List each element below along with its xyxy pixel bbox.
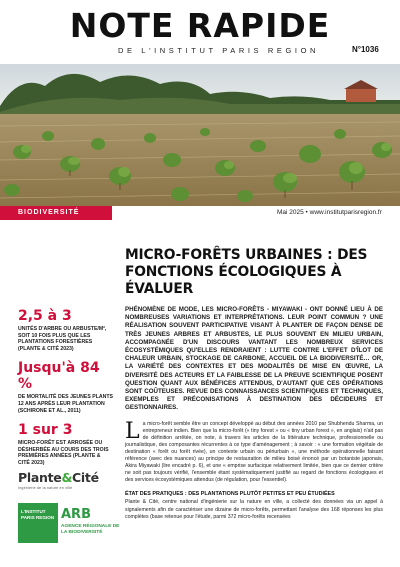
arb-acronym: ARB xyxy=(61,507,91,522)
masthead xyxy=(0,0,400,64)
article-lead: PHÉNOMÈNE DE MODE, LES MICRO-FORÊTS - MIYAWAKI - ONT DONNÉ LIEU À DE NOMBREUSES VARIATIONS ET INTERPRÉTATIONS. LEUR POINT COMMUN ? UNE RÉALISATION SOUVENT PARTICIPATIVE VISANT À PLANTER DE FAÇON DENSE DE TRÈS JEUNES ARBRES ET ARBUSTES, LE PLUS SOUVENT EN MILIEU URBAIN, ACCOMPAGNÉE D'UN DISCOURS VANTANT LES NOMBREUX SERVICES ÉCOSYSTÉMIQUES QU'ELLES RENDRAIENT : LUTTE CONTRE L'EFFET D'ÎLOT DE CHALEUR URBAIN, STOCKAGE DE CARBONE, ACCUEIL DE LA BIODIVERSITÉ… OR, LA VARIÉTÉ DES CONTEXTES ET DES MODALITÉS DE MISE EN ŒUVRE, LA DIVERSITÉ DES ACTEURS ET LA FAIBLESSE DE LA PREUVE SCIENTIFIQUE POSENT QUESTION QUANT AUX BÉNÉFICES ATTENDUS, D'AUTANT QUE CES OPÉRATIONS SONT COÛTEUSES. REVUE DES CONNAISSANCES SCIENTIFIQUES ET TECHNIQUES, EXEMPLES ET PRÉCONISATIONS À DESTINATION DES DÉCIDEURS ET GESTIONNAIRES. xyxy=(125,306,383,412)
date-website: Mai 2025 • www.institutparisregion.fr xyxy=(277,209,382,216)
section-text: Plante & Cité, centre national d'ingénierie sur la nature en ville, a collecté des données via un appel à signalements afin de caractériser une dizaine de micro-forêts, permettant l'analyse des 168 réponses les plus complètes (base retenue pour l'étude, parmi 372 micro-forêts recensées xyxy=(125,499,383,520)
key-figure-text: DE MORTALITÉ DES JEUNES PLANTS 12 ANS APRÈS LEUR PLANTATION (SCHIRONE ET AL., 2011) xyxy=(18,394,114,414)
article-body xyxy=(125,418,383,485)
plante-cite-tagline: Ingénierie de la nature en ville xyxy=(18,486,73,490)
category-label: BIODIVERSITÉ xyxy=(18,209,80,216)
arb-full-name: AGENCE RÉGIONALE DE LA BIODIVERSITÉ xyxy=(61,524,120,535)
plante-cite-amp: & xyxy=(61,470,73,485)
category-badge xyxy=(0,206,112,220)
key-figure-value: Jusqu'à 84 % xyxy=(18,360,100,393)
drop-cap: L xyxy=(125,418,140,444)
publication-title: NOTE RAPIDE xyxy=(69,6,331,45)
article-title: MICRO-FORÊTS URBAINES : DES FONCTIONS ÉCOLOGIQUES À ÉVALUER xyxy=(125,247,368,297)
key-figure xyxy=(18,422,113,466)
key-figures xyxy=(18,308,113,467)
category-band xyxy=(0,206,400,220)
publication-subtitle: DE L'INSTITUT PARIS REGION xyxy=(118,46,320,55)
key-figure-value: 2,5 à 3 xyxy=(18,308,72,324)
key-figure xyxy=(18,308,113,352)
plante-cite-name-b: Cité xyxy=(72,470,99,485)
key-figure-text: MICRO-FORÊT EST ARROSÉE OU DÉSHERBÉE AU COURS DES TROIS PREMIÈRES ANNÉES (PLANTE & CITÉ 2023) xyxy=(18,440,109,466)
key-figure-text: UNITÉS D'ARBRE OU ARBUSTE/M², SOIT 10 FOIS PLUS QUE LES PLANTATIONS FORESTIÈRES (PLANTE & CITÉ 2023) xyxy=(18,326,107,352)
section-heading: ÉTAT DES PRATIQUES : DES PLANTATIONS PLUTÔT PETITES ET PEU ÉTUDIÉES xyxy=(125,491,335,498)
cover-photo-illustration xyxy=(0,64,400,206)
article-body-text: a micro-forêt semble être un concept développé au début des années 2010 par Shubhendu Sharma, un entrepreneur indien. Bien que la micro-forêt (« tiny forest » ou « tiny urban forest », en anglais) n'ait pas de définition arrêtée, on note, à travers les articles de la littérature technique, professionnelle ou journalistique, des composantes récurrentes à ce type d'aménagement ; à savoir : « une formation végétale de destination « forêt ou forêt rivée), un contexte urbain ou périurbain », une méthode opérationnelle faisant référence (avec des nuances) au principe de restauration de milieu boisé énoncé par un botaniste japonais, Akira Miyawaki (lire encadré p. 6), et une « emprise surfacique relativement limitée, bien que ce dernier critère ne soit pas toujours vérifié, l'ensemble étant systématiquement justifié au regard de fonctions écologiques et des services écosystémiques attendus (de régulation, pour l'essentiel). xyxy=(125,420,383,484)
cover-photo xyxy=(0,64,400,206)
issue-number: N°1036 xyxy=(352,45,379,54)
plante-cite-name-a: Plante xyxy=(18,470,62,485)
article xyxy=(125,247,383,521)
institut-logo-box: L'INSTITUT PARIS REGION xyxy=(18,503,58,543)
arb-logo xyxy=(18,503,122,543)
key-figure xyxy=(18,360,113,414)
key-figure-value: 1 sur 3 xyxy=(18,422,73,439)
plante-cite-logo xyxy=(18,470,113,490)
